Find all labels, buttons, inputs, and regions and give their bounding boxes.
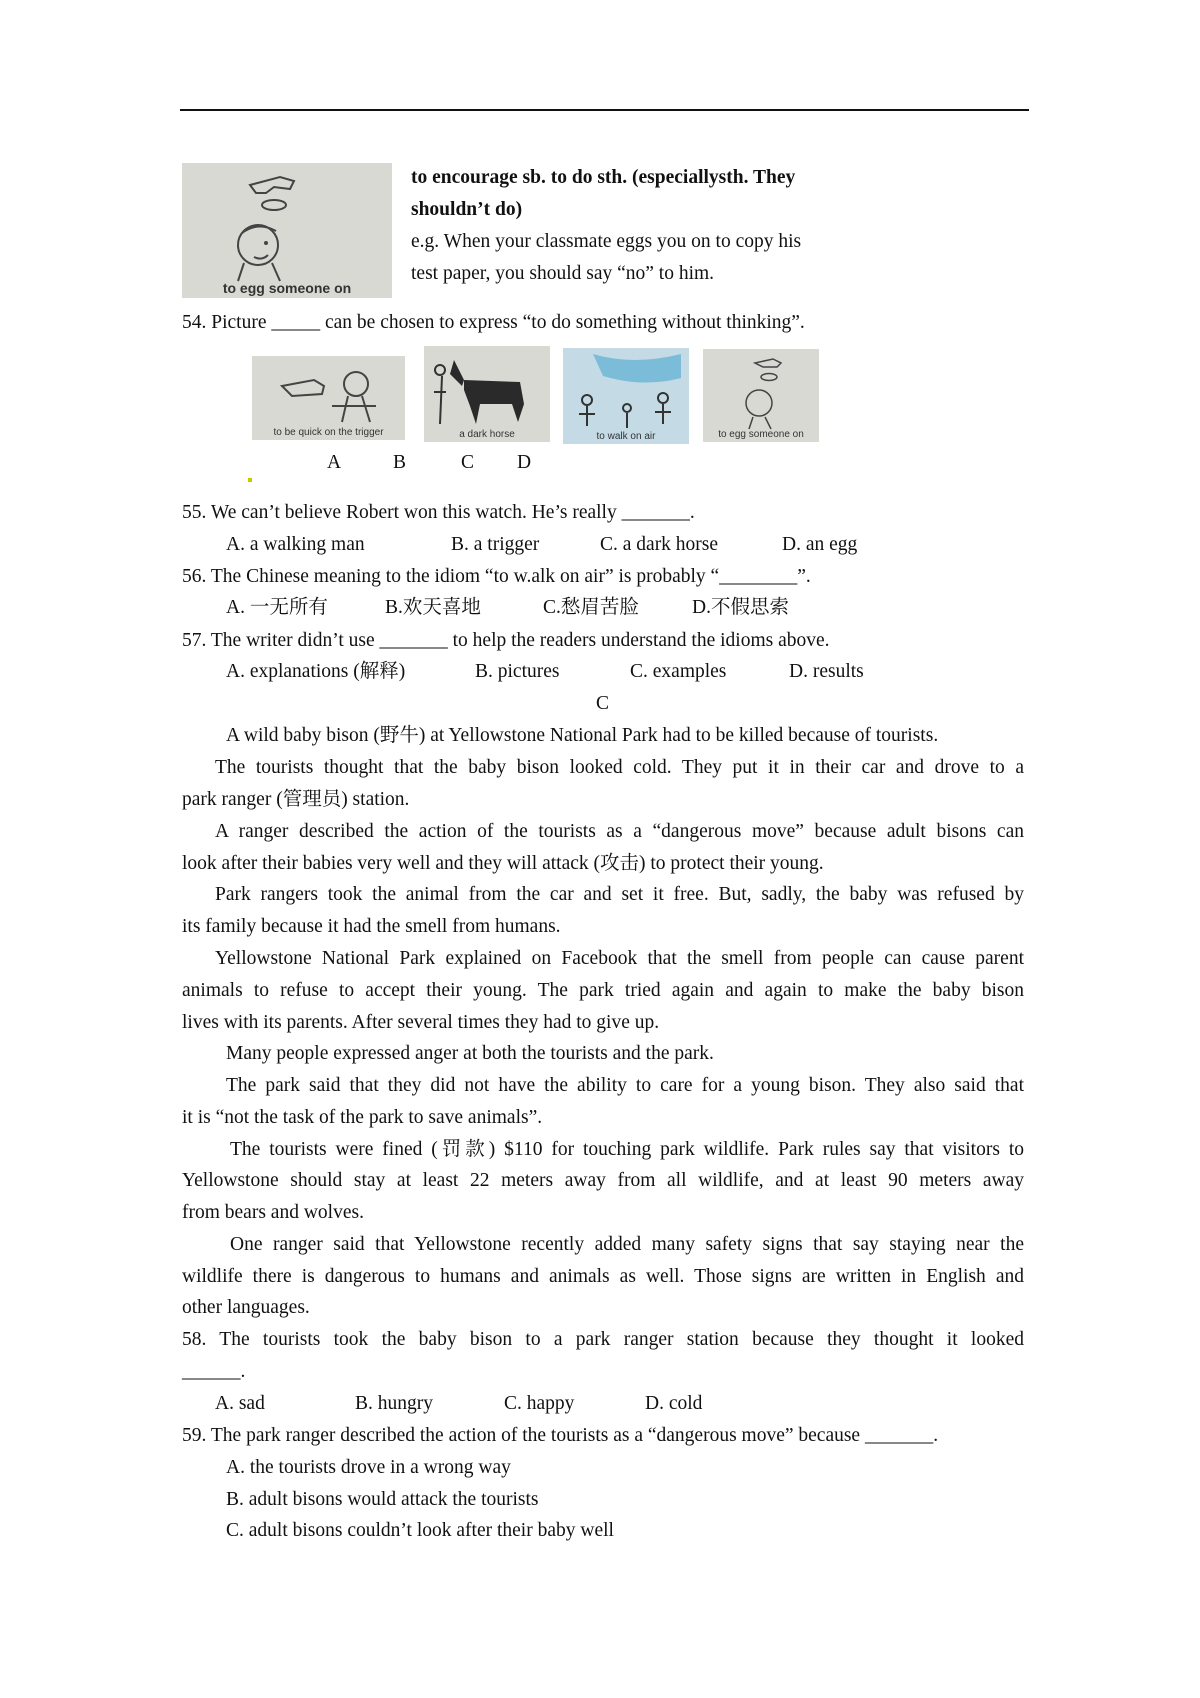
- question-59: 59. The park ranger described the action of the tourists as a “dangerous move” because _______.: [182, 1425, 939, 1446]
- picture-letter-c: C: [461, 452, 475, 473]
- passage-line: Park rangers took the animal from the car and set it free. But, sadly, the baby was refused by: [215, 884, 1024, 905]
- q59-option-c: C. adult bisons couldn’t look after their baby well: [226, 1520, 614, 1541]
- q58-option-b: B. hungry: [355, 1393, 433, 1414]
- passage-line: it is “not the task of the park to save animals”.: [182, 1107, 543, 1128]
- question-56: 56. The Chinese meaning to the idiom “to w.alk on air” is probably “________”.: [182, 566, 811, 587]
- q57-option-d: D. results: [789, 661, 864, 682]
- q58-option-c: C. happy: [504, 1393, 575, 1414]
- passage-line: wildlife there is dangerous to humans and animals as well. Those signs are written in English and: [182, 1266, 1024, 1287]
- picture-letter-d: D: [517, 452, 532, 473]
- q56-option-c: C.愁眉苦脸: [543, 597, 639, 618]
- egg-someone-on-picture: [182, 163, 392, 298]
- hand-and-face-drawing: [182, 163, 392, 298]
- q56-option-b: B.欢天喜地: [385, 597, 481, 618]
- q55-option-c: C. a dark horse: [600, 534, 719, 555]
- q57-option-c: C. examples: [630, 661, 727, 682]
- passage-line: Yellowstone National Park explained on Facebook that the smell from people can cause parent: [215, 948, 1024, 969]
- idiom-definition: to encourage sb. to do sth. (especiallysth. They: [411, 167, 796, 188]
- picture-a: [252, 356, 405, 440]
- q56-option-d: D.不假思索: [692, 597, 789, 618]
- header-rule: [180, 109, 1029, 111]
- passage-line: lives with its parents. After several times they had to give up.: [182, 1012, 660, 1033]
- picture-letter-a: A: [327, 452, 342, 473]
- walk-on-air-drawing: [563, 348, 689, 444]
- picture-d-caption: to egg someone on: [718, 429, 804, 440]
- passage-line: The park said that they did not have the ability to care for a young bison. They also said that: [226, 1075, 1024, 1096]
- q57-option-b: B. pictures: [475, 661, 560, 682]
- q56-option-a: A. 一无所有: [226, 597, 328, 618]
- q59-option-a: A. the tourists drove in a wrong way: [226, 1457, 511, 1478]
- passage-line: The tourists thought that the baby bison looked cold. They put it in their car and drove to a: [215, 757, 1024, 778]
- picture-a-caption: to be quick on the trigger: [273, 427, 384, 438]
- section-heading: C: [596, 693, 610, 714]
- picture-caption: to egg someone on: [222, 280, 352, 296]
- passage-line: from bears and wolves.: [182, 1202, 364, 1223]
- picture-b: [424, 346, 550, 442]
- question-58: 58. The tourists took the baby bison to a park ranger station because they thought it looked: [182, 1329, 1024, 1350]
- passage-line: The tourists were fined (罚款) $110 for touching park wildlife. Park rules say that visitors to: [230, 1139, 1024, 1160]
- passage-line: park ranger (管理员) station.: [182, 789, 410, 810]
- picture-b-caption: a dark horse: [459, 429, 515, 440]
- passage-line: animals to refuse to accept their young. The park tried again and again to make the baby bison: [182, 980, 1024, 1001]
- q55-option-d: D. an egg: [782, 534, 858, 555]
- idiom-definition-cont: shouldn’t do): [411, 199, 523, 220]
- question-54: 54. Picture _____ can be chosen to express “to do something without thinking”.: [182, 312, 805, 333]
- passage-line: look after their babies very well and they will attack (攻击) to protect their young.: [182, 853, 824, 874]
- q58-option-a: A. sad: [215, 1393, 265, 1414]
- picture-letter-b: B: [393, 452, 407, 473]
- q55-option-a: A. a walking man: [226, 534, 365, 555]
- passage-line: One ranger said that Yellowstone recently added many safety signs that say staying near the: [230, 1234, 1024, 1255]
- passage-line: A wild baby bison (野牛) at Yellowstone National Park had to be killed because of tourists.: [226, 725, 939, 746]
- passage-line: Many people expressed anger at both the tourists and the park.: [226, 1043, 714, 1064]
- stray-mark: [248, 478, 252, 482]
- passage-line: A ranger described the action of the tourists as a “dangerous move” because adult bisons can: [215, 821, 1024, 842]
- passage-line: Yellowstone should stay at least 22 meters away from all wildlife, and at least 90 meters away: [182, 1170, 1024, 1191]
- question-57: 57. The writer didn’t use _______ to help the readers understand the idioms above.: [182, 630, 830, 651]
- q59-option-b: B. adult bisons would attack the tourists: [226, 1489, 539, 1510]
- passage-line: other languages.: [182, 1297, 310, 1318]
- idiom-example: e.g. When your classmate eggs you on to copy his: [411, 231, 802, 252]
- passage-line: its family because it had the smell from humans.: [182, 916, 561, 937]
- q57-option-a: A. explanations (解释): [226, 661, 406, 682]
- q58-option-d: D. cold: [645, 1393, 703, 1414]
- picture-d: [703, 349, 819, 442]
- picture-c-caption: to walk on air: [596, 431, 656, 442]
- picture-c: [563, 348, 689, 444]
- dark-horse-drawing: [424, 346, 550, 442]
- idiom-example-cont: test paper, you should say “no” to him.: [411, 263, 715, 284]
- question-55: 55. We can’t believe Robert won this watch. He’s really _______.: [182, 502, 695, 523]
- q55-option-b: B. a trigger: [451, 534, 540, 555]
- question-58-blank: ______.: [182, 1361, 246, 1382]
